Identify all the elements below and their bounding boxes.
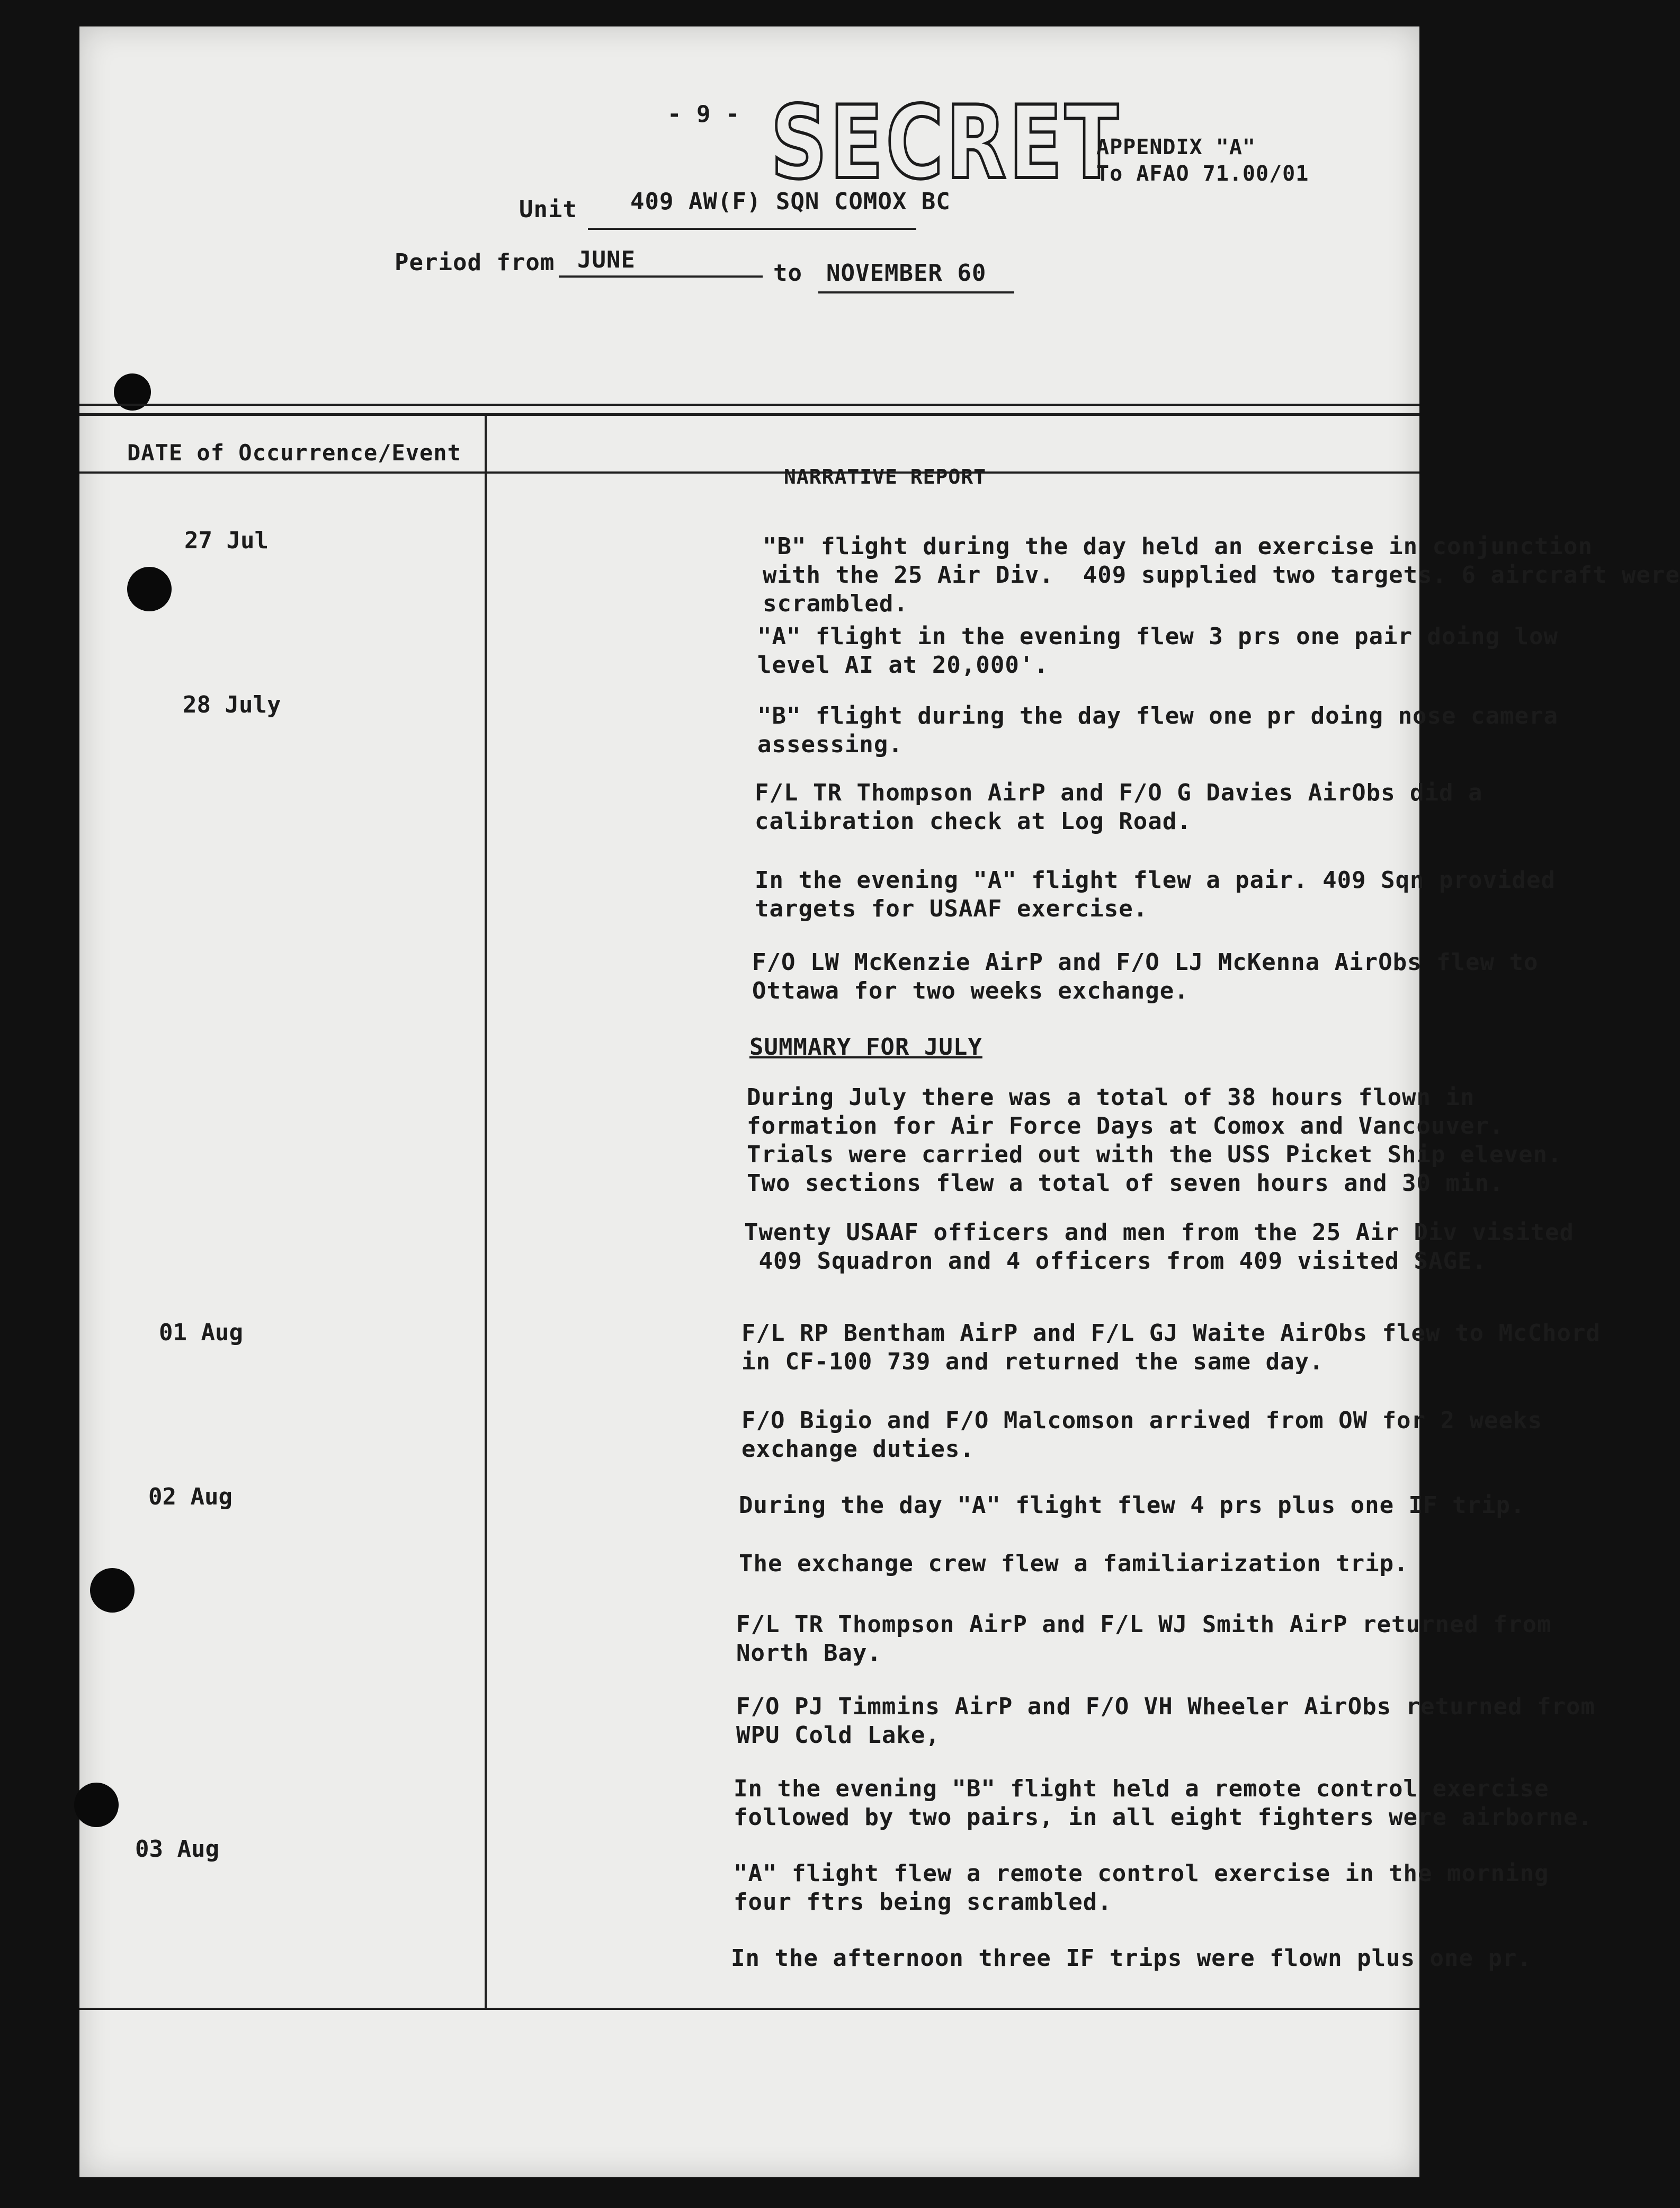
date-27-jul: 27 Jul xyxy=(184,527,269,554)
table-top-rule-2 xyxy=(79,413,1419,416)
punch-hole xyxy=(90,1568,135,1613)
column-divider xyxy=(485,413,487,2008)
table-top-rule xyxy=(79,404,1419,406)
narrative-entry: In the evening "A" flight flew a pair. 409 Sqn provided targets for USAAF exercise. xyxy=(755,867,1556,922)
narrative-entry: F/L RP Bentham AirP and F/L GJ Waite AirObs flew to McChord in CF-100 739 and returned the same day. xyxy=(741,1320,1601,1375)
date-28-july: 28 July xyxy=(183,691,281,718)
date-03-aug: 03 Aug xyxy=(135,1836,219,1863)
narrative-entry: "A" flight flew a remote control exercise in the morning four ftrs being scrambled. xyxy=(734,1860,1549,1916)
narrative-entry: In the evening "B" flight held a remote control exercise followed by two pairs, in all eight fighters were airborne. xyxy=(734,1775,1593,1831)
unit-value: 409 AW(F) SQN COMOX BC xyxy=(630,188,951,215)
unit-underline xyxy=(588,228,916,230)
narrative-entry: During the day "A" flight flew 4 prs plus one IF trip. xyxy=(739,1492,1525,1519)
narrative-entry: "A" flight in the evening flew 3 prs one pair doing low level AI at 20,000'. xyxy=(757,623,1558,679)
narrative-entry: "B" flight during the day held an exercise in conjunction with the 25 Air Div. 409 supplied two targets. 6 aircraft were scrambled. xyxy=(763,533,1680,617)
date-01-aug: 01 Aug xyxy=(159,1319,243,1346)
unit-label: Unit xyxy=(519,196,577,223)
summary-heading: SUMMARY FOR JULY xyxy=(749,1034,982,1061)
period-from-underline xyxy=(559,275,763,278)
header-divider xyxy=(79,471,1419,474)
narrative-entry: F/L TR Thompson AirP and F/L WJ Smith AirP returned from North Bay. xyxy=(736,1611,1552,1667)
date-column-header: DATE of Occurrence/Event xyxy=(127,440,461,466)
secret-stamp: SECRET xyxy=(771,84,1121,201)
period-label: Period from xyxy=(395,249,555,276)
narrative-entry: F/L TR Thompson AirP and F/O G Davies AirObs did a calibration check at Log Road. xyxy=(755,779,1483,835)
report-column-header: NARRATIVE REPORT xyxy=(784,465,987,488)
appendix-line-2: To AFAO 71.00/01 xyxy=(1096,162,1309,186)
document-page xyxy=(79,26,1680,2177)
narrative-entry: In the afternoon three IF trips were flown plus one pr. xyxy=(731,1945,1532,1972)
page-number: - 9 - xyxy=(667,101,740,128)
appendix-line-1: APPENDIX "A" xyxy=(1096,135,1256,159)
narrative-entry: F/O LW McKenzie AirP and F/O LJ McKenna AirObs flew to Ottawa for two weeks exchange. xyxy=(752,949,1539,1004)
table-bottom-rule xyxy=(79,2008,1419,2010)
narrative-entry: Twenty USAAF officers and men from the 25 Air Div visited 409 Squadron and 4 officers from 409 visited SAGE. xyxy=(744,1219,1574,1275)
period-to-underline xyxy=(818,291,1014,293)
period-to-value: NOVEMBER 60 xyxy=(826,260,987,287)
punch-hole xyxy=(127,567,172,611)
date-02-aug: 02 Aug xyxy=(148,1483,233,1510)
narrative-entry: F/O PJ Timmins AirP and F/O VH Wheeler AirObs returned from WPU Cold Lake, xyxy=(736,1693,1595,1749)
punch-hole xyxy=(74,1783,119,1827)
narrative-entry: F/O Bigio and F/O Malcomson arrived from OW for 2 weeks exchange duties. xyxy=(741,1407,1542,1463)
period-to-label: to xyxy=(773,260,802,287)
narrative-entry: "B" flight during the day flew one pr doing nose camera assessing. xyxy=(757,702,1558,758)
narrative-entry: During July there was a total of 38 hours flown in formation for Air Force Days at Comox and Vancouver. Trials were carried out with the USS Picket Ship eleven. Two sections flew a total of seven hours and 30 min. xyxy=(747,1084,1562,1197)
period-from-value: JUNE xyxy=(577,246,636,273)
narrative-entry: The exchange crew flew a familiarization trip. xyxy=(739,1550,1409,1577)
